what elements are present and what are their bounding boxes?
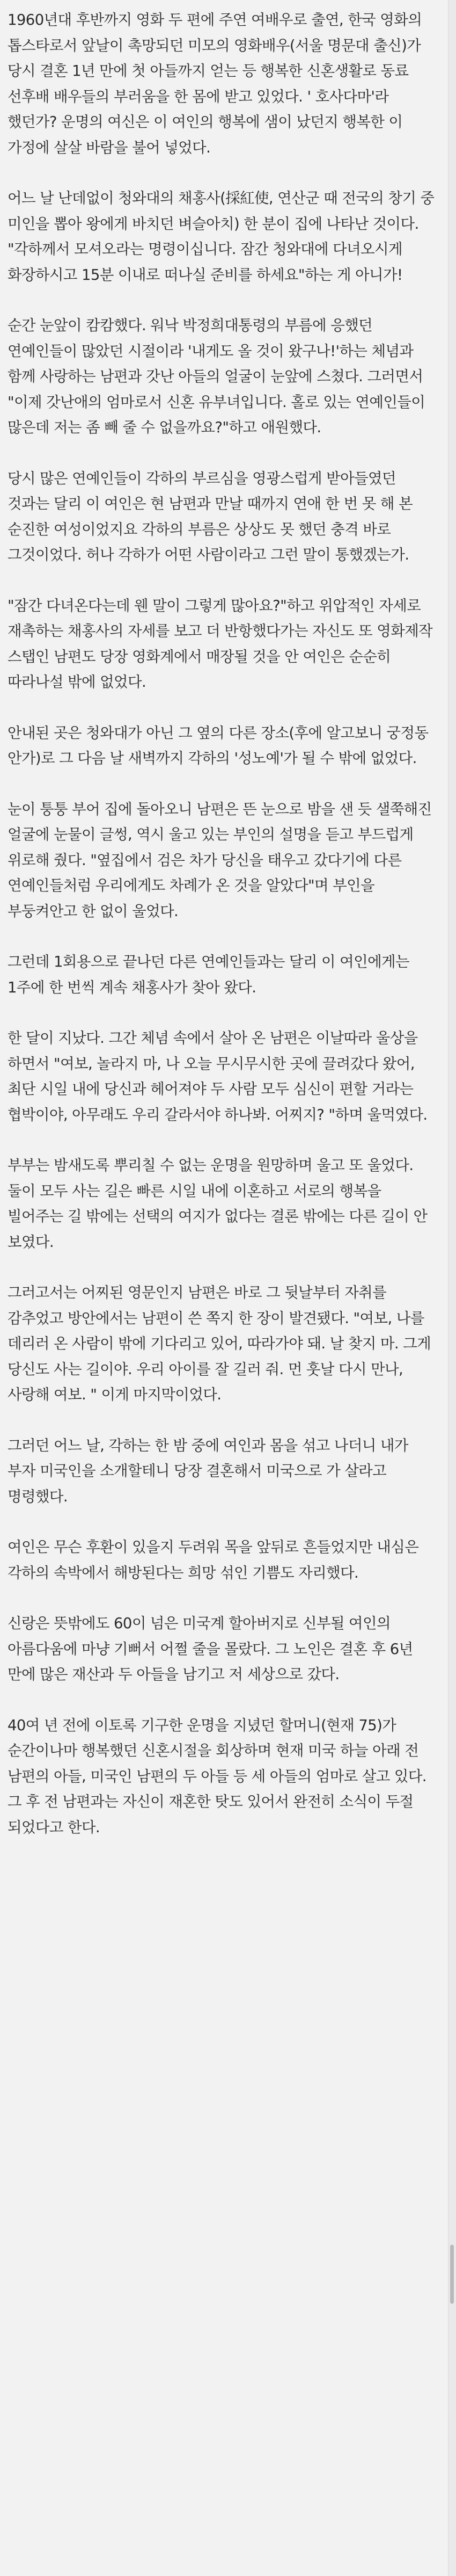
paragraph: 40여 년 전에 이토록 기구한 운명을 지녔던 할머니(현재 75)가 순간이나마 행복했던 신혼시절을 회상하며 현재 미국 하늘 아래 전 남편의 아들, 미국인 남편의 두 아들 등 세 아들의 엄마로 살고 있다. 그 후 전 남편과는 자신이 재혼한 탓도 있어서 완전히 소식이 두절 되었다고 한다.	[8, 1716, 426, 1836]
paragraph: 그런데 1회용으로 끝나던 다른 연예인들과는 달리 이 여인에게는 1주에 한 번씩 계속 채홍사가 찾아 왔다.	[8, 953, 409, 996]
paragraph: 1960년대 후반까지 영화 두 편에 주연 여배우로 출연, 한국 영화의 톱스타로서 앞날이 촉망되던 미모의 영화배우(서울 명문대 출신)가 당시 결혼 1년 만에 첫 아들까지 얻는 등 행복한 신혼생활로 동료 선후배 배우들의 부러움을 한 몸에 받고 있었다. ' 호사다마'라 했던가? 운명의 여신은 이 여인의 행복에 샘이 났던지 행복한 이 가정에 살살 바람을 불어 넣었다.	[8, 11, 422, 156]
paragraph: 순간 눈앞이 캄캄했다. 워낙 박정희대통령의 부름에 응했던 연예인들이 많았던 시절이라 '내게도 올 것이 왔구나!'하는 체념과 함께 사랑하는 남편과 갓난 아들의 얼굴이 눈앞에 스쳤다. 그러면서 "이제 갓난애의 엄마로서 신혼 유부녀입니다. 홀로 있는 연예인들이 많은데 저는 좀 빼 줄 수 없을까요?"하고 애원했다.	[8, 317, 425, 436]
paragraph: 당시 많은 연예인들이 각하의 부르심을 영광스럽게 받아들였던 것과는 달리 이 여인은 현 남편과 만날 때까지 연애 한 번 못 해 본 순진한 여성이었지요 각하의 부름은 상상도 못 했던 충격 바로 그것이었다. 허나 각하가 어떤 사람이라고 그런 말이 통했겠는가.	[8, 469, 413, 563]
paragraph: 안내된 곳은 청와대가 아닌 그 옆의 다른 장소(후에 알고보니 궁정동 안가)로 그 다음 날 새벽까지 각하의 '성노예'가 될 수 밖에 없었다.	[8, 724, 429, 767]
paragraph: "잠간 다녀온다는데 웬 말이 그렇게 많아요?"하고 위압적인 자세로 재촉하는 채홍사의 자세를 보고 더 반항했다가는 자신도 또 영화제작 스탭인 남편도 당장 영화계에서 매장될 것을 안 여인은 순순히 따라나설 밖에 없었다.	[8, 597, 433, 691]
paragraph: 눈이 퉁퉁 부어 집에 돌아오니 남편은 뜬 눈으로 밤을 샌 듯 샐쭉해진 얼굴에 눈물이 글썽, 역시 울고 있는 부인의 설명을 듣고 부드럽게 위로해 줬다. "옆집에서 검은 차가 당신을 태우고 갔다기에 다른 연예인들처럼 우리에게도 차례가 온 것을 알았다"며 부인을 부둥켜안고 한 없이 울었다.	[8, 800, 432, 920]
scrollbar-thumb[interactable]	[450, 2245, 454, 2304]
paragraph: 여인은 무슨 후환이 있을지 두려워 목을 앞뒤로 흔들었지만 내심은 각하의 속박에서 해방된다는 희망 섞인 기쁨도 자리했다.	[8, 1539, 419, 1581]
paragraph: 부부는 밤새도록 뿌리칠 수 없는 운명을 원망하며 울고 또 울었다. 둘이 모두 사는 길은 빠른 시일 내에 이혼하고 서로의 행복을 빌어주는 길 밖에는 선택의 여지가 없다는 결론 밖에는 다른 길이 안 보였다.	[8, 1157, 428, 1251]
vertical-scrollbar[interactable]	[448, 0, 456, 2576]
paragraph: 그러고서는 어찌된 영문인지 남편은 바로 그 뒷날부터 자취를 감추었고 방안에서는 남편이 쓴 쪽지 한 장이 발견됐다. "여보, 나를 데리러 온 사람이 밖에 기다리고 있어, 따라가야 돼. 날 찾지 마. 그게 당신도 사는 길이야. 우리 아이를 잘 길러 줘. 먼 훗날 다시 만나, 사랑해 여보. " 이게 마지막이었다.	[8, 1284, 431, 1403]
paragraph: 신랑은 뜻밖에도 60이 넘은 미국계 할아버지로 신부될 여인의 아름다움에 마냥 기뻐서 어쩔 줄을 몰랐다. 그 노인은 결혼 후 6년 만에 많은 재산과 두 아들을 남기고 저 세상으로 갔다.	[8, 1615, 413, 1683]
paragraph: 그러던 어느 날, 각하는 한 밤 중에 여인과 몸을 섞고 나더니 내가 부자 미국인을 소개할테니 당장 결혼해서 미국으로 가 살라고 명령했다.	[8, 1436, 408, 1505]
paragraph: 한 달이 지났다. 그간 체념 속에서 살아 온 남편은 이날따라 울상을 하면서 "여보, 놀라지 마, 나 오늘 무시무시한 곳에 끌려갔다 왔어, 최단 시일 내에 당신과 헤어져야 두 사람 모두 심신이 편할 거라는 협박이야, 아무래도 우리 갈라서야 하나봐. 어찌지? "하며 울먹였다.	[8, 1029, 428, 1123]
paragraph: 어느 날 난데없이 청와대의 채홍사(採紅使, 연산군 때 전국의 창기 중 미인을 뽑아 왕에게 바치던 벼슬아치) 한 분이 집에 나타난 것이다. "각하께서 모셔오라는 명령이십니다. 잠간 청와대에 다녀오시게 화장하시고 15분 이내로 떠나실 준비를 하세요"하는 게 아니가!	[8, 190, 435, 284]
